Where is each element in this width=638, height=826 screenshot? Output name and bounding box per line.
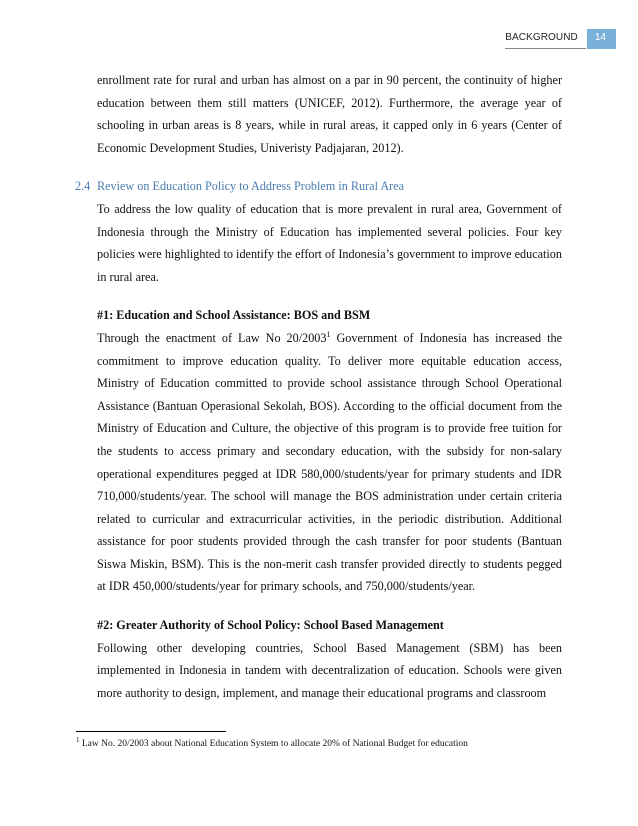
section-intro-paragraph: To address the low quality of education that is more prevalent in rural area, Government of Indonesia through the Ministry of Education has implemented several policies. Four key policies were highlighted to identify the effort of Indonesia’s government to improve education in rural area. <box>97 201 562 284</box>
policy1-text-start: Through the enactment of Law No 20/2003 <box>97 330 327 345</box>
footnote <box>76 735 468 750</box>
footnote-divider <box>76 731 226 732</box>
section-heading <box>75 175 562 198</box>
policy2-paragraph: Following other developing countries, School Based Management (SBM) has been implemented in Indonesia in tandem with decentralization of education. Schools were given more authority to design, implement, and manage their educational programs and classroom <box>97 640 562 700</box>
footnote-reference: 1 <box>326 329 331 339</box>
footnote-marker: 1 <box>76 735 80 744</box>
page-body <box>75 69 562 704</box>
section-number: 2.4 <box>75 179 91 194</box>
page-number: 14 <box>586 29 616 49</box>
policy1-paragraph <box>97 327 562 598</box>
continuation-paragraph: enrollment rate for rural and urban has almost on a par in 90 percent, the continuity of higher education between them still matters (UNICEF, 2012). Furthermore, the average year of schooling in urban areas is 8 years, while in rural areas, it capped only in 6 years (Center of Economic Development Studies, Univeristy Padjajaran, 2012). <box>97 73 562 155</box>
header-title: BACKGROUND <box>505 29 586 49</box>
policy1-heading: #1: Education and School Assistance: BOS and BSM <box>97 308 371 323</box>
policy2-heading: #2: Greater Authority of School Policy: School Based Management <box>97 618 444 633</box>
section-title: Review on Education Policy to Address Problem in Rural Area <box>97 179 405 194</box>
policy1-text-rest: Government of Indonesia has increased the commitment to improve education quality. To deliver more equitable education access, Ministry of Education committed to provide school assistance through School Operational Assistance (Bantuan Operasional Sekolah, BOS). According to the official document from the Ministry of Education and Culture, the objective of this program is to provide free tuition for the students to access primary and secondary education, with the subsidy for non-salary operational expenditures pegged at IDR 580,000/students/year for primary students and IDR 710,000/students/year. The school will manage the BOS administration under certain criteria related to curricular and extracurricular activities, in the periodic distribution. Additional assistance for poor students provided through the cash transfer for poor students (Bantuan Siswa Miskin, BSM). This is the non-merit cash transfer provided directly to students pegged at IDR 450,000/students/year for primary schools, and 750,000/students/year. <box>97 330 562 594</box>
footnote-text: Law No. 20/2003 about National Education System to allocate 20% of National Budget for education <box>79 739 468 749</box>
page-header <box>505 29 616 49</box>
